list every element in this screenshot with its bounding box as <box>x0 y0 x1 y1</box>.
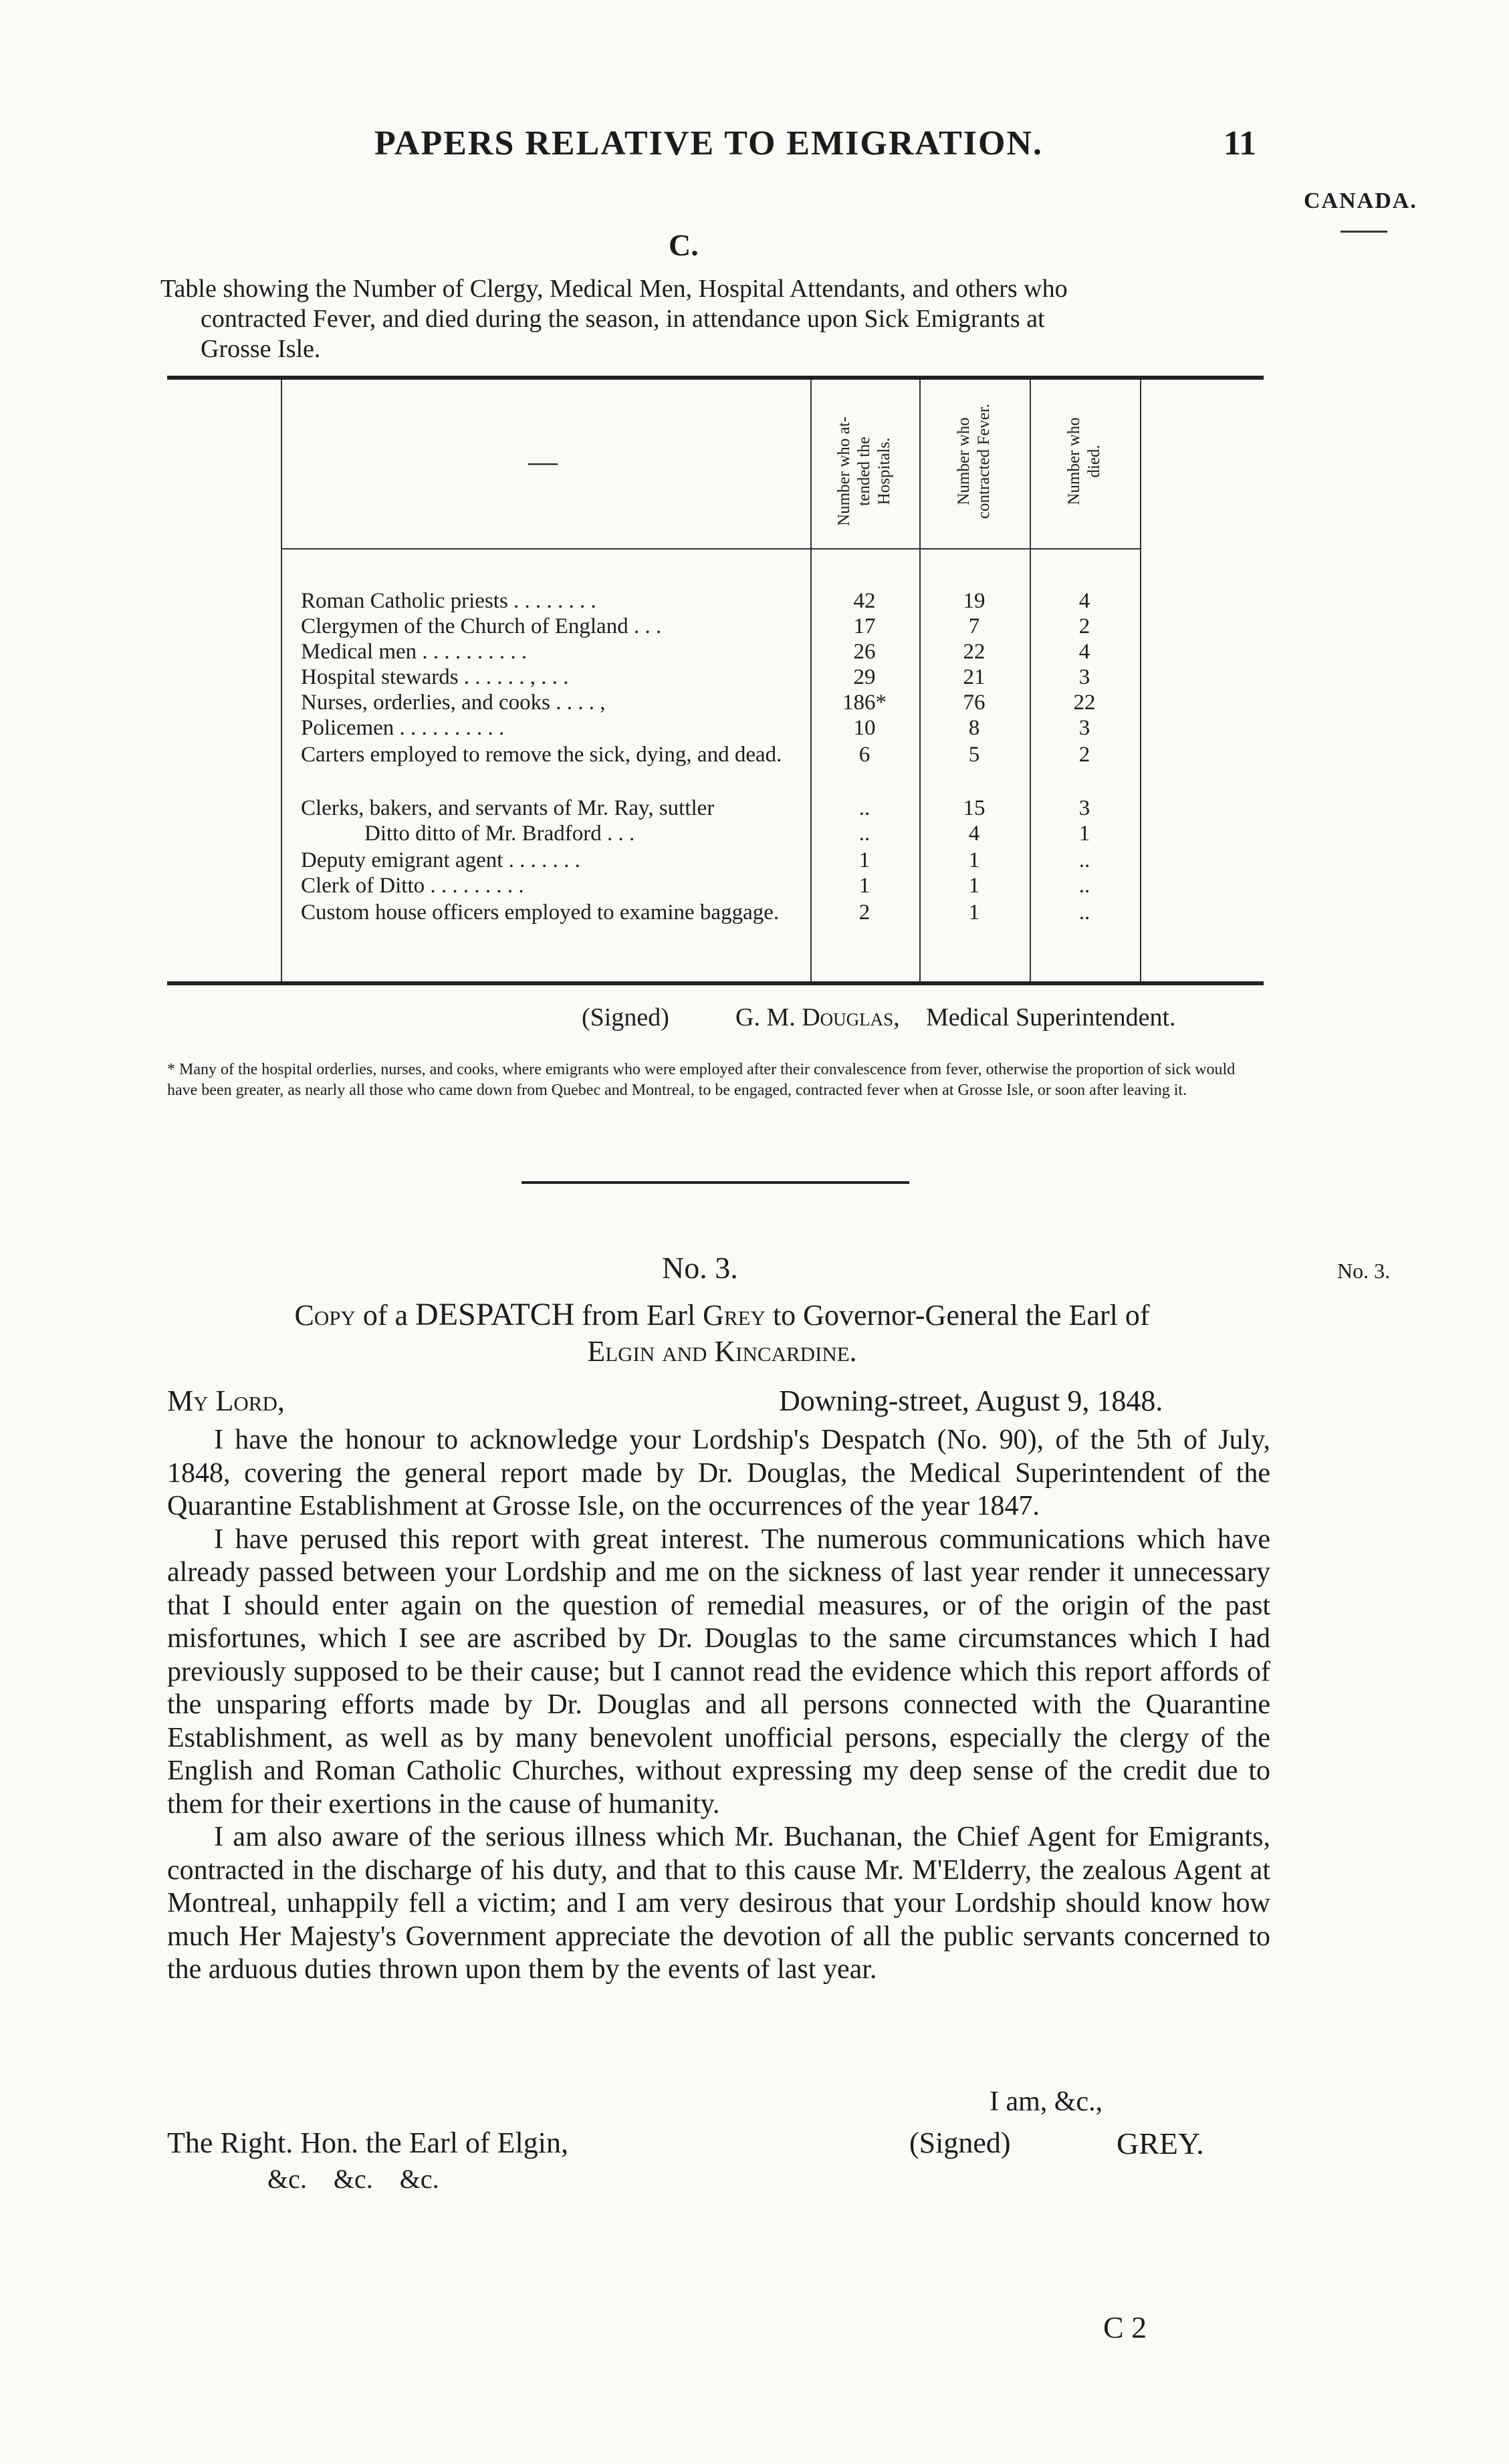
addressee: The Right. Hon. the Earl of Elgin, <box>167 2126 568 2159</box>
cell-attended: 29 <box>853 665 876 689</box>
cell-fever: 21 <box>963 665 985 689</box>
row-label: Clerk of Ditto . . . . . . . . . <box>301 874 524 898</box>
cell-attended: 1 <box>858 874 870 898</box>
row-label: Nurses, orderlies, and cooks . . . . , <box>301 691 606 715</box>
cell-died: 1 <box>1078 822 1090 846</box>
table-header-rule <box>281 548 1140 549</box>
row-label: Ditto ditto of Mr. Bradford . . . <box>364 822 635 846</box>
cell-died: 2 <box>1078 614 1090 638</box>
title-grey: Grey <box>703 1299 766 1332</box>
cell-fever: 4 <box>968 822 980 846</box>
cell-died: .. <box>1078 874 1090 898</box>
cell-attended: 186* <box>842 691 887 715</box>
table-bottom-rule <box>167 981 1264 985</box>
cell-fever: 8 <box>968 716 980 740</box>
cell-fever: 1 <box>968 900 980 925</box>
table-vline <box>810 380 812 981</box>
body-paragraph: I have perused this report with great interest. The numerous communications which have already passed between your Lordship and me on the sickness of last year render it unnecessary that I should enter again on the question of remedial measures, or of the origin of the past misfortunes, which I see are ascribed by Dr. Douglas to the same circumstances which I had previously supposed to be their cause; but I cannot read the evidence which this report affords of the unsparing efforts made by Dr. Douglas and all persons connected with the Quarantine Establishment, as well as by many benevolent unofficial persons, especially the clergy of the English and Roman Catholic Churches, without expressing my deep sense of the credit due to them for their exertions in the cause of humanity. <box>167 1523 1270 1820</box>
cell-died: 3 <box>1078 716 1090 740</box>
despatch-number: No. 3. <box>662 1251 738 1285</box>
row-label: Medical men . . . . . . . . . . <box>301 640 528 664</box>
running-title: PAPERS RELATIVE TO EMIGRATION. <box>374 124 1044 162</box>
cell-attended: 42 <box>853 589 876 613</box>
row-label: Custom house officers employed to examine baggage. <box>301 900 780 925</box>
column-header-died: Number who died. <box>1065 417 1103 505</box>
title-to: to Governor-General the Earl of <box>772 1299 1150 1332</box>
cell-died: 4 <box>1078 640 1090 664</box>
title-copy: Copy <box>294 1299 356 1332</box>
table-intro-line: contracted Fever, and died during the season, in attendance upon Sick Emigrants at <box>201 305 1045 333</box>
place-date: Downing-street, August 9, 1848. <box>779 1384 1163 1417</box>
despatch-body <box>167 1424 1270 1987</box>
cell-fever: 15 <box>963 796 985 820</box>
cell-died: .. <box>1078 900 1090 925</box>
table-vline <box>919 380 921 981</box>
row-label: Hospital stewards . . . . . . , . . . <box>301 665 569 689</box>
despatch-title <box>187 1297 1257 1370</box>
row-label: Deputy emigrant agent . . . . . . . <box>301 848 580 872</box>
cell-attended: 26 <box>853 640 876 664</box>
table-signatory-title: Medical Superintendent. <box>926 1003 1176 1031</box>
table-signatory: G. M. Douglas, <box>735 1003 900 1031</box>
title-despatch: DESPATCH <box>415 1297 575 1332</box>
cell-fever: 22 <box>963 640 985 664</box>
margin-rule <box>1341 231 1387 233</box>
cell-died: 3 <box>1078 796 1090 820</box>
body-paragraph: I have the honour to acknowledge your Lordship's Despatch (No. 90), of the 5th of July, 1848, covering the general report made by Dr. Douglas, the Medical Superintendent of the Quarantine Establishment at Grosse Isle, on the occurrences of the year 1847. <box>167 1425 1270 1521</box>
table-footnote: * Many of the hospital orderlies, nurses, and cooks, where emigrants who were employed after their convalescence from fever, otherwise the proportion of sick would have been greater, as nearly all those who came down from Quebec and Montreal, to be engaged, contracted fever when at Grosse Isle, or soon after leaving it. <box>167 1061 1236 1099</box>
margin-colony-label: CANADA. <box>1304 189 1417 213</box>
cell-attended: 6 <box>858 743 870 767</box>
signature-mark: C 2 <box>1103 2310 1147 2344</box>
title-from: from Earl <box>582 1299 696 1332</box>
cell-died: 2 <box>1078 743 1090 767</box>
table-vline <box>1030 380 1031 981</box>
body-paragraph: I am also aware of the serious illness which Mr. Buchanan, the Chief Agent for Emigrants, contracted in the discharge of his duty, and that to this cause Mr. M'Elderry, the zealous Agent at Montreal, unhappily fell a victim; and I am very desirous that your Lordship should know how much Her Majesty's Government appreciate the devotion of all the public servants concerned to the arduous duties thrown upon them by the events of last year. <box>167 1822 1270 1985</box>
table-vline <box>281 380 282 981</box>
despatch-signed-label: (Signed) <box>909 2126 1011 2159</box>
cell-fever: 1 <box>968 874 980 898</box>
table-top-rule <box>167 376 1264 380</box>
table-intro <box>160 274 1264 364</box>
column-header-attended: Number who at- tended the Hospitals. <box>835 416 893 526</box>
cell-attended: .. <box>858 796 870 820</box>
row-label: Clerks, bakers, and servants of Mr. Ray, suttler <box>301 796 715 820</box>
row-label: Clergymen of the Church of England . . . <box>301 614 662 638</box>
section-divider <box>521 1181 909 1184</box>
margin-despatch-ref: No. 3. <box>1337 1259 1391 1283</box>
row-label: Carters employed to remove the sick, dying, and dead. <box>301 743 782 767</box>
row-label: Policemen . . . . . . . . . . <box>301 716 505 740</box>
column-header-fever: Number who contracted Fever. <box>955 403 993 519</box>
cell-died: 22 <box>1073 691 1096 715</box>
cell-attended: 2 <box>858 900 870 925</box>
cell-fever: 19 <box>963 589 985 613</box>
table-stub-header: — <box>528 445 558 478</box>
salutation: My Lord, <box>167 1384 285 1417</box>
table-vline <box>1140 380 1141 981</box>
page-number: 11 <box>1224 124 1257 162</box>
table-signed-label: (Signed) <box>582 1003 669 1031</box>
cell-attended: 10 <box>853 716 876 740</box>
row-label: Roman Catholic priests . . . . . . . . <box>301 589 596 613</box>
cell-attended: 17 <box>853 614 876 638</box>
cell-fever: 1 <box>968 848 980 872</box>
title-of: of a <box>362 1299 409 1332</box>
cell-died: 3 <box>1078 665 1090 689</box>
cell-died: .. <box>1078 848 1090 872</box>
cell-fever: 76 <box>963 691 985 715</box>
cell-fever: 5 <box>968 743 980 767</box>
cell-attended: .. <box>858 822 870 846</box>
section-letter: C. <box>669 228 699 262</box>
table-intro-line: Table showing the Number of Clergy, Medical Men, Hospital Attendants, and others who <box>160 275 1068 303</box>
table-intro-line: Grosse Isle. <box>201 335 321 363</box>
despatch-signer: GREY. <box>1117 2126 1204 2161</box>
cell-died: 4 <box>1078 589 1090 613</box>
cell-attended: 1 <box>858 848 870 872</box>
closing: I am, &c., <box>990 2086 1103 2117</box>
title-line2: Elgin and Kincardine. <box>587 1335 857 1368</box>
cell-fever: 7 <box>968 614 980 638</box>
addressee-etc: &c. &c. &c. <box>267 2164 439 2194</box>
